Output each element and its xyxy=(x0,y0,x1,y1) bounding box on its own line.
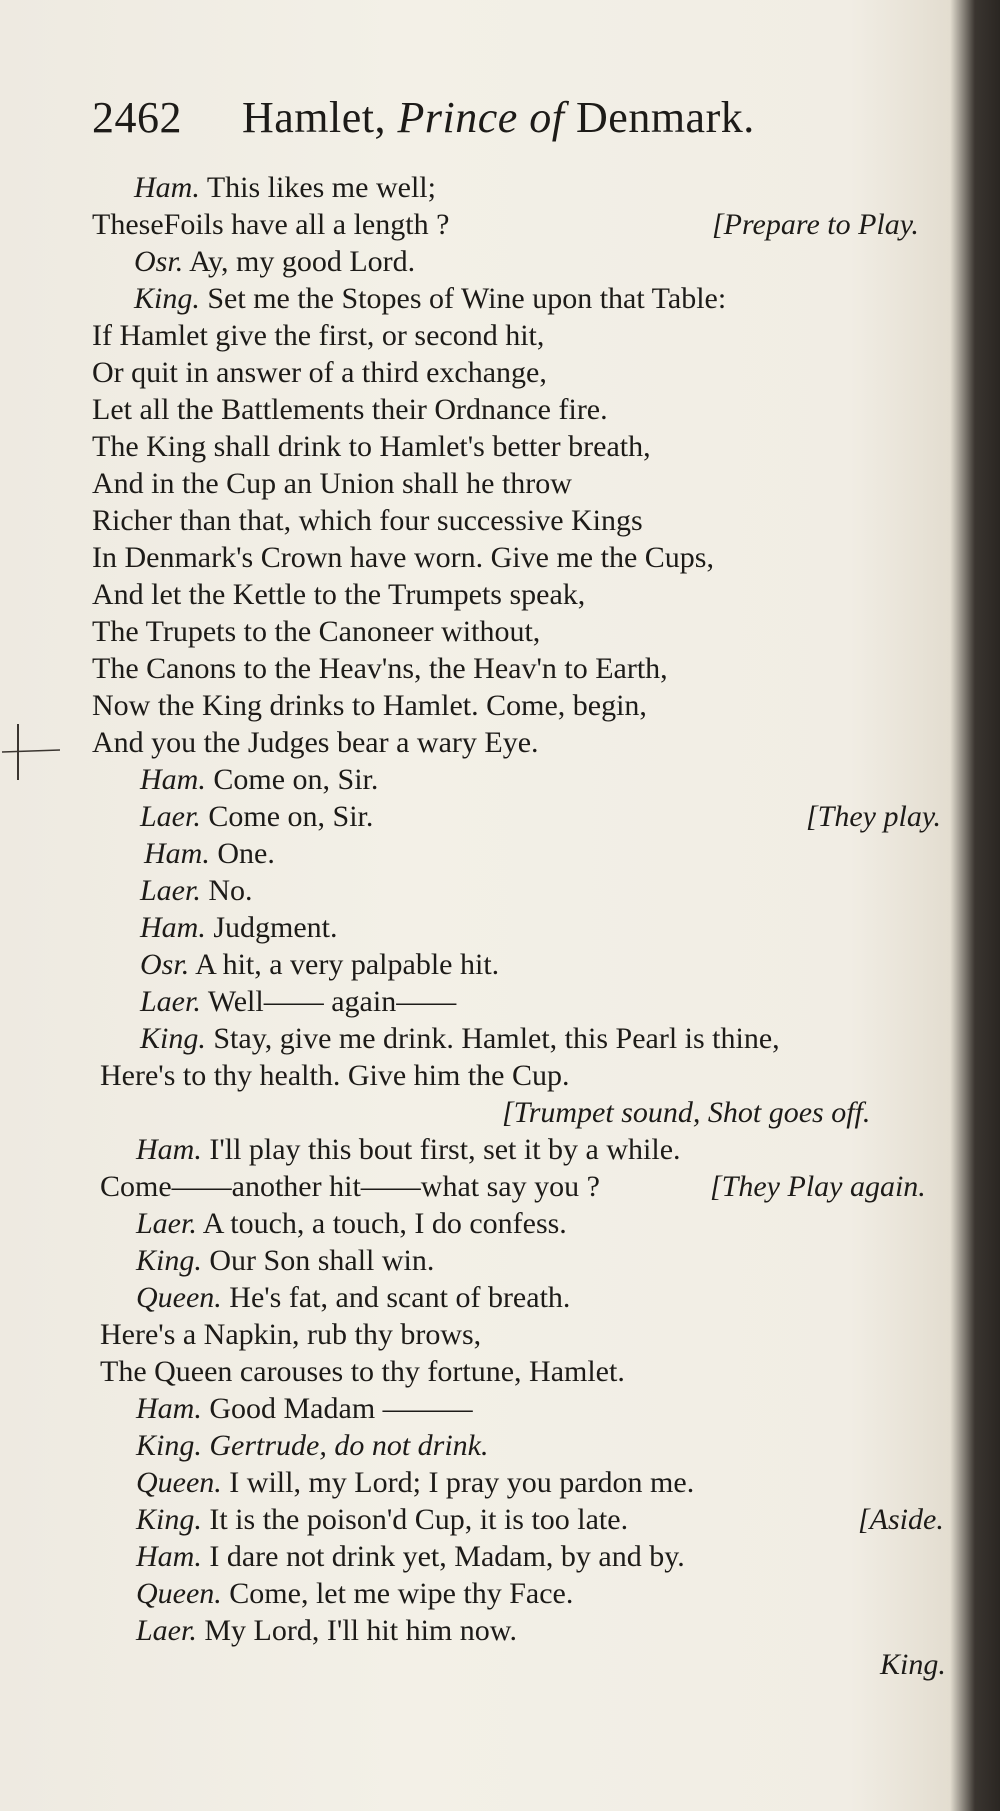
line-text: A touch, a touch, I do confess. xyxy=(202,1207,567,1240)
speaker: King. xyxy=(136,1244,202,1277)
text-line xyxy=(100,1169,600,1205)
line-text: Gertrude, do not drink. xyxy=(209,1429,489,1462)
text-line xyxy=(140,873,253,909)
speaker: Ham. xyxy=(140,763,206,796)
text-line xyxy=(136,1613,517,1649)
stage-direction: [Prepare to Play. xyxy=(712,208,919,241)
line-text: He's fat, and scant of breath. xyxy=(229,1281,571,1314)
line-text: Richer than that, which four successive Kings xyxy=(92,504,643,537)
text-line xyxy=(134,170,436,206)
text-line xyxy=(136,1428,489,1464)
text-line xyxy=(136,1539,685,1575)
line-text: Come, let me wipe thy Face. xyxy=(229,1577,574,1610)
text-line xyxy=(140,910,338,946)
line-text: And let the Kettle to the Trumpets speak, xyxy=(92,578,586,611)
text-line xyxy=(100,1317,481,1353)
text-line xyxy=(136,1465,694,1501)
line-text: This likes me well; xyxy=(206,171,436,204)
speaker: Laer. xyxy=(136,1614,197,1647)
text-line xyxy=(92,688,647,724)
text-line xyxy=(134,281,726,317)
line-text: If Hamlet give the first, or second hit, xyxy=(92,319,545,352)
speaker: Queen. xyxy=(136,1466,222,1499)
line-text: Come on, Sir. xyxy=(213,763,379,796)
text-line xyxy=(92,429,651,465)
speaker: Ham. xyxy=(136,1392,202,1425)
speaker: Laer. xyxy=(140,874,201,907)
text-line xyxy=(136,1132,681,1168)
line-text: In Denmark's Crown have worn. Give me the Cups, xyxy=(92,541,714,574)
speaker: Ham. xyxy=(134,171,200,204)
line-text: My Lord, I'll hit him now. xyxy=(204,1614,517,1647)
line-text: Our Son shall win. xyxy=(209,1244,435,1277)
line-text: Come on, Sir. xyxy=(208,800,374,833)
text-line xyxy=(92,466,572,502)
text-line xyxy=(92,540,714,576)
line-text: I will, my Lord; I pray you pardon me. xyxy=(229,1466,695,1499)
running-title-end: Denmark. xyxy=(576,93,755,142)
text-line xyxy=(92,207,449,243)
line-text: No. xyxy=(208,874,253,907)
line-text: The Trupets to the Canoneer without, xyxy=(92,615,541,648)
text-line xyxy=(92,503,643,539)
text-line xyxy=(140,762,378,798)
text-line xyxy=(136,1576,573,1612)
margin-mark-icon xyxy=(0,722,60,782)
running-title-roman: Hamlet, xyxy=(242,93,387,142)
text-line xyxy=(140,947,499,983)
stage-direction: [Trumpet sound, Shot goes off. xyxy=(502,1096,871,1129)
line-text: I dare not drink yet, Madam, by and by. xyxy=(209,1540,685,1573)
text-line xyxy=(92,318,544,354)
line-text: One. xyxy=(217,837,275,870)
speaker: Queen. xyxy=(136,1281,222,1314)
speaker: Ham. xyxy=(136,1133,202,1166)
line-text: Stay, give me drink. Hamlet, this Pearl is thine, xyxy=(213,1022,780,1055)
running-title-italic: Prince of xyxy=(397,93,565,142)
line-text: It is the poison'd Cup, it is too late. xyxy=(209,1503,629,1536)
text-line xyxy=(136,1502,628,1538)
text-line xyxy=(140,1021,780,1057)
speaker: King. xyxy=(140,1022,206,1055)
line-text: The King shall drink to Hamlet's better breath, xyxy=(92,430,651,463)
text-line xyxy=(136,1206,567,1242)
speaker: King. xyxy=(134,282,200,315)
stage-direction: [Aside. xyxy=(858,1503,944,1536)
line-text: TheseFoils have all a length ? xyxy=(92,208,450,241)
speaker: King. xyxy=(136,1503,202,1536)
page-header xyxy=(92,92,812,152)
line-text: Let all the Battlements their Ordnance fire. xyxy=(92,393,608,426)
line-text: Well—— again—— xyxy=(207,985,457,1018)
line-text: Judgment. xyxy=(213,911,338,944)
line-text: I'll play this bout first, set it by a while. xyxy=(209,1133,681,1166)
text-line xyxy=(100,1058,569,1094)
text-line xyxy=(92,651,668,687)
line-text: And in the Cup an Union shall he throw xyxy=(92,467,572,500)
text-line xyxy=(92,725,539,761)
line-text: Good Madam ——— xyxy=(209,1392,473,1425)
line-text: Here's a Napkin, rub thy brows, xyxy=(100,1318,482,1351)
text-line xyxy=(140,799,373,835)
line-text: Come——another hit——what say you ? xyxy=(100,1170,600,1203)
text-line xyxy=(136,1280,570,1316)
text-line xyxy=(92,614,540,650)
speaker: Ham. xyxy=(136,1540,202,1573)
line-text: The Queen carouses to thy fortune, Hamlet. xyxy=(100,1355,625,1388)
speaker: Queen. xyxy=(136,1577,222,1610)
speaker: Laer. xyxy=(136,1207,197,1240)
line-text: And you the Judges bear a wary Eye. xyxy=(92,726,539,759)
text-line xyxy=(134,244,415,280)
text-line xyxy=(140,984,456,1020)
line-text: Or quit in answer of a third exchange, xyxy=(92,356,547,389)
line-text: Now the King drinks to Hamlet. Come, begin, xyxy=(92,689,647,722)
text-line xyxy=(92,577,585,613)
stage-direction: [They play. xyxy=(806,800,941,833)
speaker: Osr. xyxy=(140,948,190,981)
stage-direction: [They Play again. xyxy=(710,1170,926,1203)
line-text: Set me the Stopes of Wine upon that Table: xyxy=(207,282,727,315)
page-number: 2462 xyxy=(92,93,182,142)
speaker: Laer. xyxy=(140,800,201,833)
text-line xyxy=(92,355,547,391)
text-line xyxy=(144,836,275,872)
speaker: King. xyxy=(136,1429,202,1462)
line-text: Here's to thy health. Give him the Cup. xyxy=(100,1059,570,1092)
catchword: King. xyxy=(880,1648,946,1681)
line-text: A hit, a very palpable hit. xyxy=(195,948,500,981)
text-line xyxy=(100,1354,625,1390)
line-text: The Canons to the Heav'ns, the Heav'n to Earth, xyxy=(92,652,668,685)
speaker: Laer. xyxy=(140,985,201,1018)
speaker: Ham. xyxy=(140,911,206,944)
speaker: Ham. xyxy=(144,837,210,870)
text-line xyxy=(136,1243,434,1279)
text-line xyxy=(136,1391,473,1427)
text-line xyxy=(92,392,608,428)
line-text: Ay, my good Lord. xyxy=(189,245,416,278)
speaker: Osr. xyxy=(134,245,184,278)
